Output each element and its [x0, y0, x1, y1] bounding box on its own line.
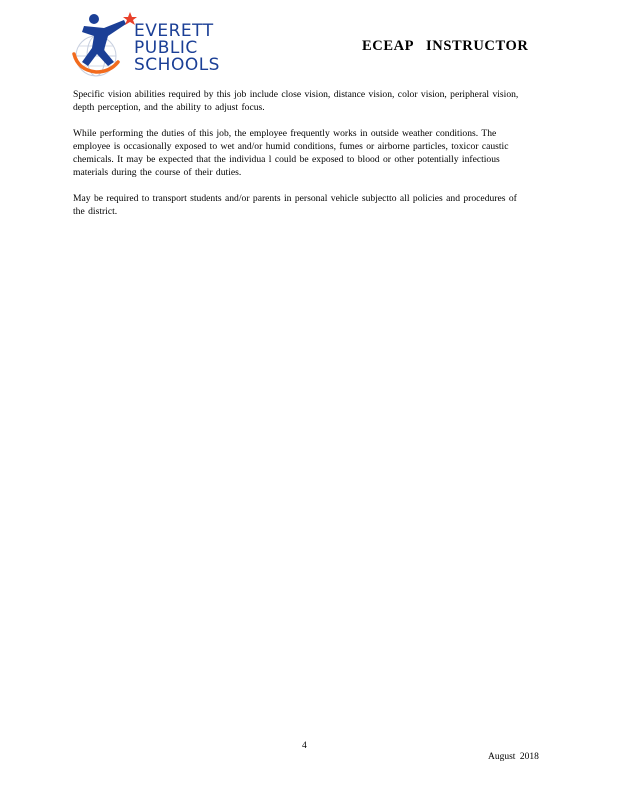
page-number: 4: [302, 741, 307, 751]
paragraph-transport: May be required to transport students and/or parents in personal vehicle subjectto all policies and procedures of the district.: [73, 193, 517, 217]
logo-figure-icon: [70, 10, 140, 80]
everett-public-schools-logo: [70, 10, 240, 80]
paragraph-vision: Specific vision abilities required by this job include close vision, distance vision, color vision, peripheral vision, depth perception, and the ability to adjust focus.: [73, 89, 519, 113]
logo-line-2: PUBLIC: [134, 38, 198, 58]
document-body: [73, 88, 528, 231]
logo-line-1: EVERETT: [134, 21, 214, 41]
footer-date: August 2018: [488, 752, 539, 762]
paragraph-environment: While performing the duties of this job, the employee frequently works in outside weather conditions. The employee is occasionally exposed to wet and/or humid conditions, fumes or airborne particles, toxicor caustic chemicals. It may be expected that the individua l could be exposed to blood or other potentially infectious materials during the course of their duties.: [73, 128, 509, 178]
logo-line-3: SCHOOLS: [134, 55, 220, 75]
logo-wordmark: [134, 23, 220, 74]
document-title: ECEAP INSTRUCTOR: [362, 38, 529, 54]
